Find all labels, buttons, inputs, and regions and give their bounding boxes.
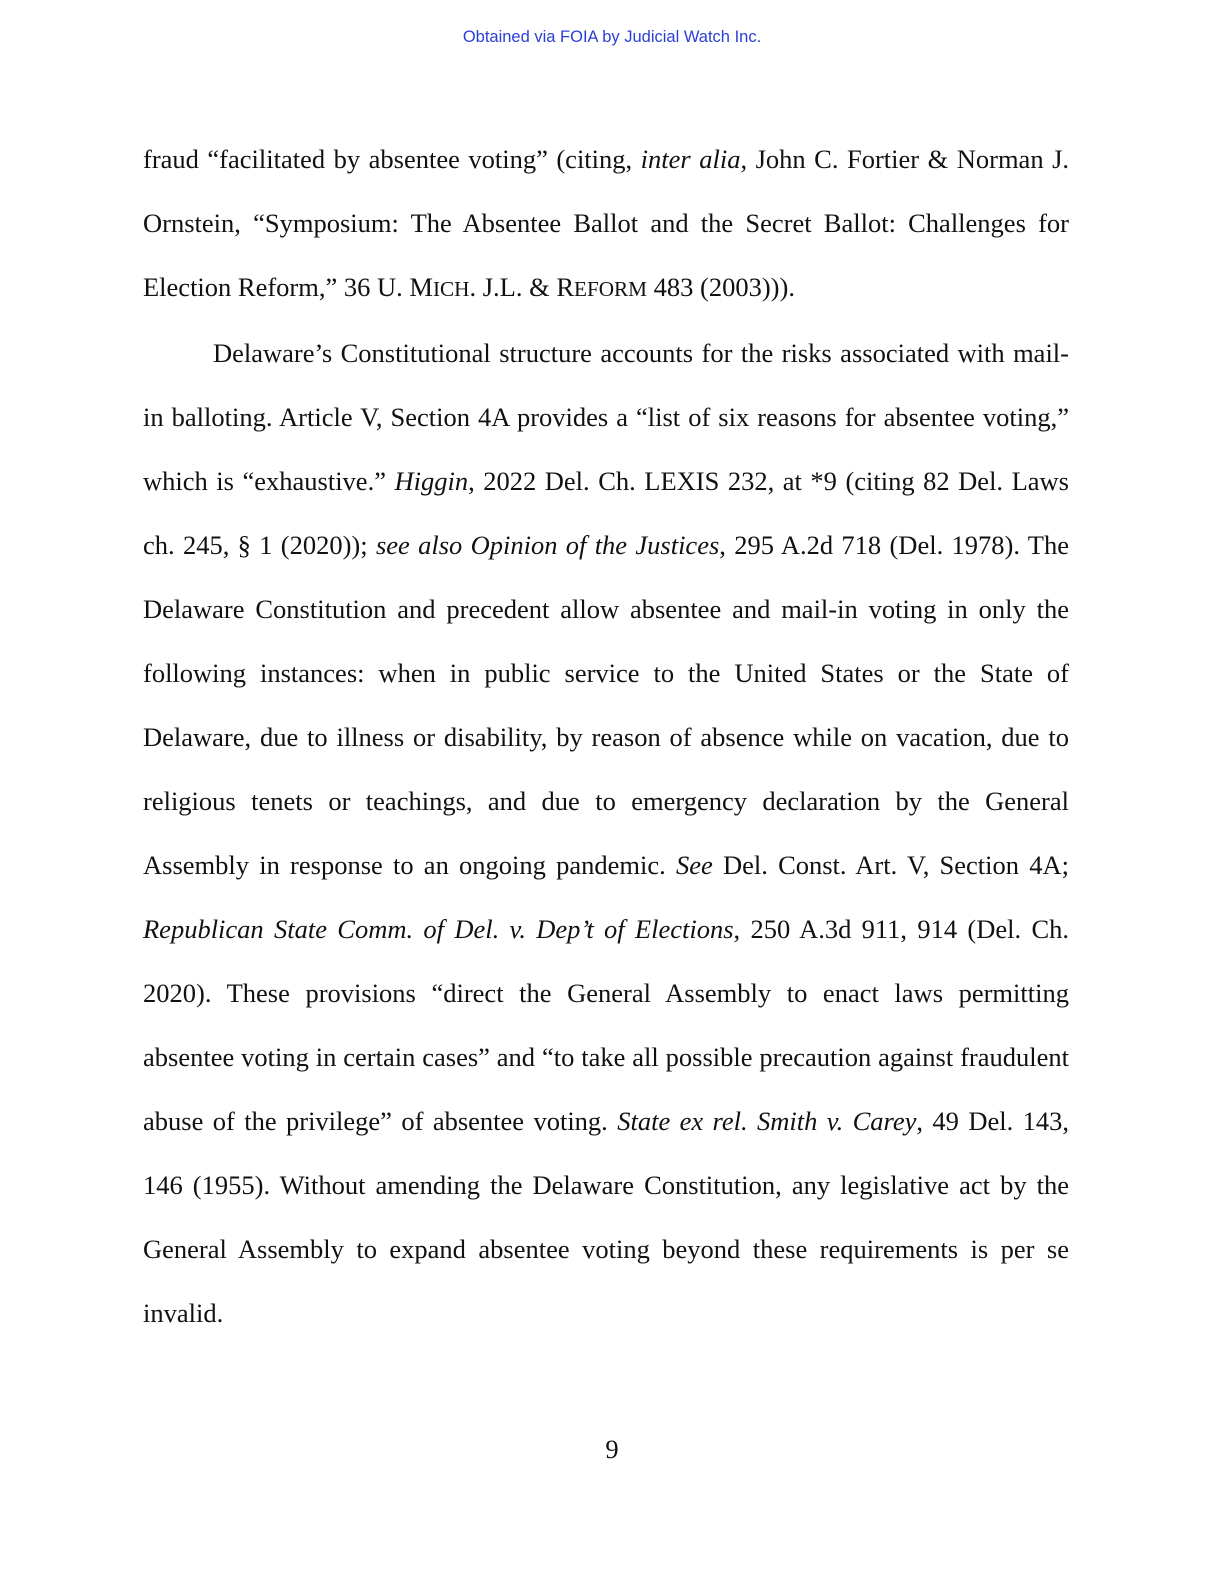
small-caps-text: EFORM <box>574 277 648 301</box>
paragraph-constitutional-structure <box>143 321 1069 1345</box>
italic-citation: State ex rel. Smith v. Carey <box>617 1106 917 1136</box>
paragraph-text: , 295 A.2d 718 (Del. 1978). The Delaware Constitution and precedent allow absentee and mail-in voting in only the following instances: when in public service to the United States or the State of Delaware, due to illness or disability, by reason of absence while on vacation, due to religious tenets or teachings, and due to emergency declaration by the General Assembly in response to an ongoing pandemic. <box>143 530 1069 880</box>
paragraph-text: 483 (2003))). <box>647 272 795 302</box>
paragraph-text: , 49 Del. 143, 146 (1955). Without amending the Delaware Constitution, any legislative act by the General Assembly to expand absentee voting beyond these requirements is per se invalid. <box>143 1106 1070 1328</box>
italic-citation: See <box>675 850 713 880</box>
page-number: 9 <box>605 1434 619 1464</box>
italic-citation: inter alia <box>640 144 741 174</box>
small-caps-text: ICH <box>432 277 470 301</box>
document-body <box>143 127 1069 1345</box>
foia-watermark: Obtained via FOIA by Judicial Watch Inc. <box>462 28 762 46</box>
paragraph-text: , John C. Fortier & Norman J. Ornstein, “Symposium: The Absentee Ballot and the Secret Ballot: Challenges for Election Reform,” 36 U. M <box>143 144 1070 302</box>
paragraph-text: , 2022 Del. Ch. LEXIS 232, at *9 (citing 82 Del. Laws ch. 245, § 1 (2020)); <box>143 466 1069 560</box>
italic-citation: Republican State Comm. of Del. v. Dep’t of Elections <box>143 914 734 944</box>
paragraph-text: fraud “facilitated by absentee voting” (citing, <box>143 144 641 174</box>
paragraph-text: Delaware’s Constitutional structure accounts for the risks associated with mail-in balloting. Article V, Section 4A provides a “list of six reasons for absentee voting,” which is “exhaustive.” <box>143 338 1069 496</box>
paragraph-text: , 250 A.3d 911, 914 (Del. Ch. 2020). These provisions “direct the General Assembly to enact laws permitting absentee voting in certain cases” and “to take all possible precaution against fraudulent abuse of the privilege” of absentee voting. <box>143 914 1069 1136</box>
paragraph-text: Del. Const. Art. V, Section 4A; <box>712 850 1069 880</box>
paragraph-continuation <box>143 127 1069 321</box>
italic-citation: see also Opinion of the Justices <box>375 530 720 560</box>
italic-citation: Higgin <box>394 466 469 496</box>
paragraph-text: . J.L. & R <box>469 272 575 302</box>
